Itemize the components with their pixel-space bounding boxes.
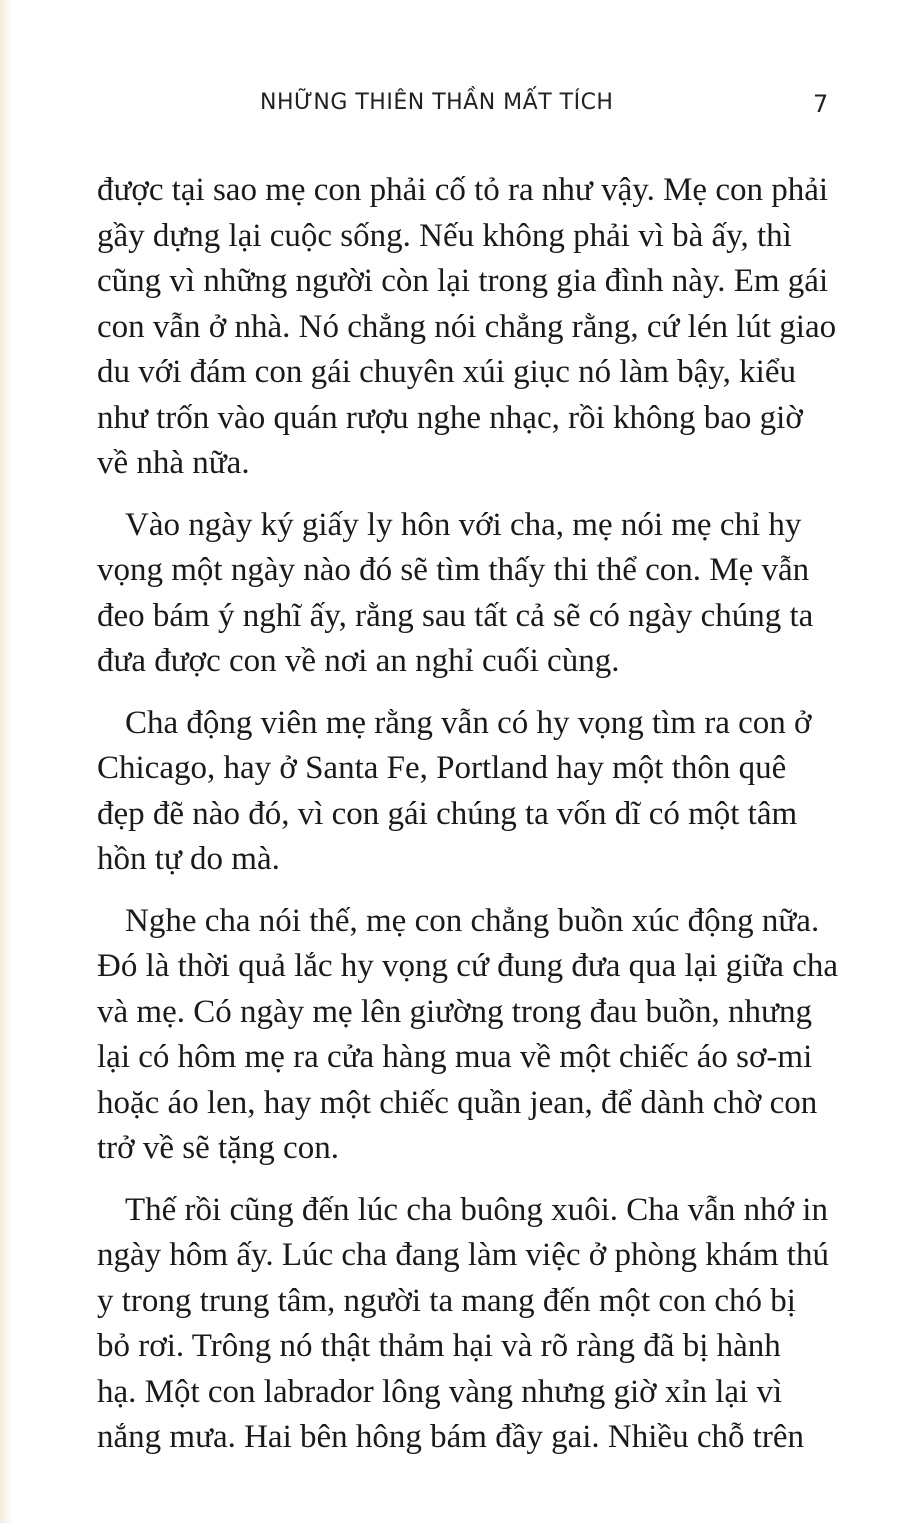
text-line: gầy dựng lại cuộc sống. Nếu không phải vì bà ấy, thì	[97, 217, 792, 254]
text-line: Nghe cha nói thế, mẹ con chẳng buồn xúc động nữa.	[125, 902, 820, 939]
text-line: Đó là thời quả lắc hy vọng cứ đung đưa qua lại giữa cha	[97, 948, 838, 984]
paragraph	[97, 168, 841, 487]
paragraph	[97, 899, 841, 1172]
running-header-title: NHỮNG THIÊN THẦN MẤT TÍCH	[260, 90, 614, 115]
text-line: hồn tự do mà.	[97, 841, 280, 877]
text-line: du với đám con gái chuyên xúi giục nó làm bậy, kiểu	[97, 354, 796, 390]
text-line: y trong trung tâm, người ta mang đến một con chó bị	[97, 1282, 796, 1319]
paragraph	[97, 503, 841, 685]
paragraph	[97, 701, 841, 883]
body-text	[97, 168, 841, 1477]
text-line: lại có hôm mẹ ra cửa hàng mua về một chiếc áo sơ-mi	[97, 1039, 813, 1075]
text-line: về nhà nữa.	[97, 445, 250, 481]
text-line: hoặc áo len, hay một chiếc quần jean, để dành chờ con	[97, 1084, 818, 1121]
text-line: được tại sao mẹ con phải cố tỏ ra như vậy. Mẹ con phải	[97, 172, 829, 208]
paragraph	[97, 1188, 841, 1461]
text-line: đẹp đẽ nào đó, vì con gái chúng ta vốn dĩ có một tâm	[97, 795, 798, 832]
text-line: con vẫn ở nhà. Nó chẳng nói chẳng rằng, cứ lén lút giao	[97, 308, 837, 345]
text-line: Thế rồi cũng đến lúc cha buông xuôi. Cha vẫn nhớ in	[125, 1191, 828, 1228]
page-edge-shadow	[0, 0, 12, 1523]
text-line: đưa được con về nơi an nghỉ cuối cùng.	[97, 643, 620, 679]
text-line: như trốn vào quán rượu nghe nhạc, rồi không bao giờ	[97, 399, 803, 436]
text-line: vọng một ngày nào đó sẽ tìm thấy thi thể con. Mẹ vẫn	[97, 552, 810, 588]
text-line: và mẹ. Có ngày mẹ lên giường trong đau buồn, nhưng	[97, 993, 812, 1030]
text-line: nắng mưa. Hai bên hông bám đầy gai. Nhiều chỗ trên	[97, 1419, 805, 1455]
text-line: Cha động viên mẹ rằng vẫn có hy vọng tìm ra con ở	[125, 704, 812, 741]
text-line: đeo bám ý nghĩ ấy, rằng sau tất cả sẽ có ngày chúng ta	[97, 597, 814, 634]
page-number: 7	[813, 90, 829, 118]
text-line: ngày hôm ấy. Lúc cha đang làm việc ở phòng khám thú	[97, 1237, 829, 1273]
text-line: bỏ rơi. Trông nó thật thảm hại và rõ ràng đã bị hành	[97, 1328, 781, 1364]
text-line: Chicago, hay ở Santa Fe, Portland hay một thôn quê	[97, 750, 787, 786]
text-line: Vào ngày ký giấy ly hôn với cha, mẹ nói mẹ chỉ hy	[125, 506, 802, 543]
text-line: cũng vì những người còn lại trong gia đình này. Em gái	[97, 263, 829, 299]
text-line: trở về sẽ tặng con.	[97, 1130, 339, 1166]
text-line: hạ. Một con labrador lông vàng nhưng giờ xỉn lại vì	[97, 1373, 783, 1410]
